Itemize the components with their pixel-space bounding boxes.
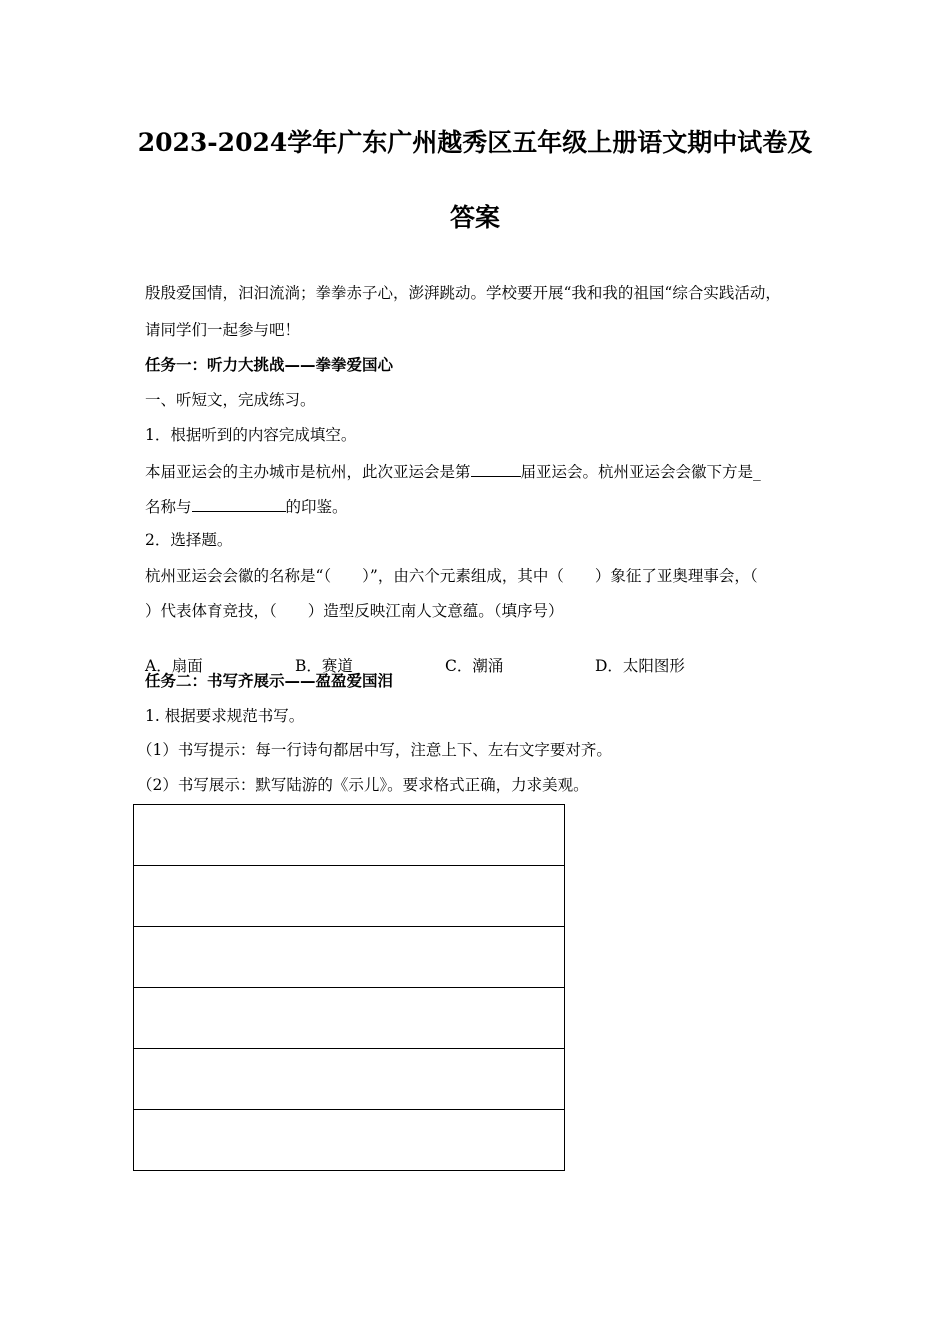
q2-prompt: 2．选择题。 [145, 531, 233, 549]
q1-text-b: 届亚运会。杭州亚运会会徽下方是_ [520, 463, 761, 481]
fill-blank[interactable] [471, 460, 521, 477]
writing-row[interactable] [134, 805, 564, 866]
option-c: C．潮涌 [445, 657, 504, 675]
writing-row[interactable] [134, 1049, 564, 1110]
option-a: A．扇面 [145, 657, 203, 675]
q2-options [145, 636, 745, 676]
q2-line2: ）代表体育竞技，（ ）造型反映江南人文意蕴。（填序号） [145, 602, 564, 620]
q1-text-c: 名称与 [145, 498, 192, 516]
writing-row[interactable] [134, 988, 564, 1049]
intro-line2: 请同学们一起参与吧！ [145, 321, 301, 339]
writing-row[interactable] [134, 866, 564, 927]
q1-text-d: 的印鉴。 [285, 498, 348, 516]
doc-title-line1: 2023-2024学年广东广州越秀区五年级上册语文期中试卷及 [137, 128, 813, 157]
intro-line1: 殷殷爱国情，汩汩流淌；拳拳赤子心，澎湃跳动。学校要开展“我和我的祖国“综合实践活动， [145, 284, 781, 302]
writing-row[interactable] [134, 1110, 564, 1170]
q1-fill-line1 [145, 460, 761, 482]
writing-grid [133, 804, 565, 1171]
option-d: D．太阳图形 [595, 657, 685, 675]
writing-row[interactable] [134, 927, 564, 988]
q1-fill-line2 [145, 495, 348, 517]
task2-q1: 1. 根据要求规范书写。 [145, 707, 305, 725]
task1-heading: 任务一：听力大挑战——拳拳爱国心 [145, 356, 394, 374]
task2-hint: （1）书写提示：每一行诗句都居中写，注意上下、左右文字要对齐。 [137, 741, 612, 759]
fill-blank[interactable] [192, 495, 286, 512]
task1-section: 一、听短文，完成练习。 [145, 391, 316, 409]
q1-text-a: 本届亚运会的主办城市是杭州，此次亚运会是第 [145, 463, 471, 481]
task2-heading: 任务二：书写齐展示——盈盈爱国泪 [145, 672, 394, 690]
q1-prompt: 1．根据听到的内容完成填空。 [145, 426, 357, 444]
task2-show: （2）书写展示：默写陆游的《示儿》。要求格式正确，力求美观。 [137, 776, 589, 794]
doc-title-line2: 答案 [449, 203, 500, 232]
q2-line1: 杭州亚运会会徽的名称是“（ ）”，由六个元素组成，其中（ ）象征了亚奥理事会，（ [145, 567, 758, 585]
option-b: B．赛道 [295, 657, 353, 675]
